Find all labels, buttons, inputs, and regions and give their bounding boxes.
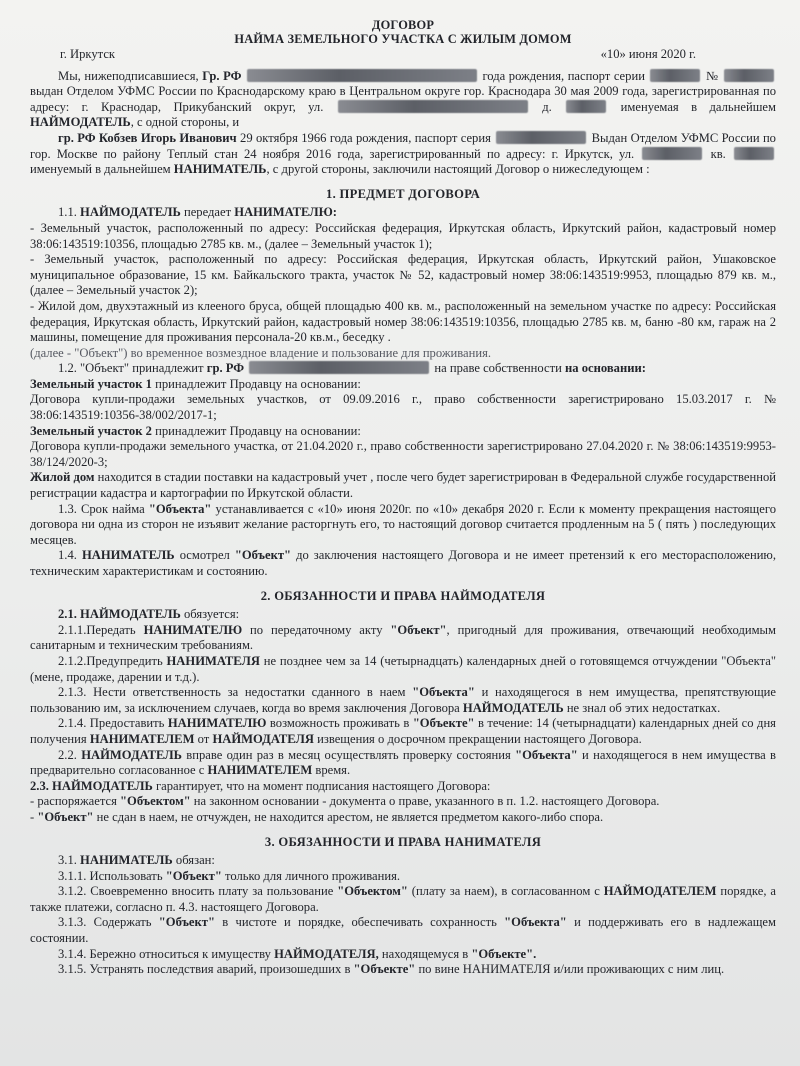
- clause-2-1-1: 2.1.1.Передать НАНИМАТЕЛЮ по передаточному акту "Объект", пригодный для проживания, отвечающий необходимым санитарным и техническим требованиям.: [30, 622, 776, 653]
- preamble-landlord: Мы, нижеподписавшиеся, Гр. РФ года рождения, паспорт серии № выдан Отделом УФМС России по Краснодарскому краю в Центральном округе гор. Краснодара 30 мая 2009 года, зарегистрированная по адресу: г. Краснодар, Прикубанский округ, ул. д. именуемая в дальнейшем НАЙМОДАТЕЛЬ, с одной стороны, и: [30, 68, 776, 130]
- city: г. Иркутск: [60, 47, 116, 61]
- land-plot-1-basis: Земельный участок 1 принадлежит Продавцу на основании:: [30, 376, 361, 391]
- clause-3-1-5: 3.1.5. Устранять последствия аварий, произошедших в "Объекте" по вине НАНИМАТЕЛЯ и/или проживающих с ним лиц.: [58, 962, 725, 977]
- redacted-passport-series: [650, 69, 700, 82]
- clause-2-3-item-1: - распоряжается "Объектом" на законном основании - документа о праве, указанного в п. 1.2. настоящего Договора.: [30, 794, 660, 809]
- clause-2-3-item-2: - "Объект" не сдан в наем, не отчужден, не находится арестом, не является предметом какого-либо спора.: [30, 809, 604, 824]
- document-title: ДОГОВОР: [371, 18, 435, 32]
- redacted-owner-name: [249, 361, 429, 374]
- city-date-line: [30, 47, 776, 63]
- clause-1-1: 1.1. НАЙМОДАТЕЛЬ передает НАНИМАТЕЛЮ:: [58, 205, 337, 220]
- clause-1-1-object-def: (далее - "Объект") во временное возмездное владение и пользование для проживания.: [30, 345, 492, 360]
- clause-1-3: 1.3. Срок найма "Объекта" устанавливается с «10» июня 2020г. по «10» декабря 2020 г. Если к моменту прекращения настоящего договора ни одна из сторон не изъявит желание расторгнуть его, то настоящий договор считается продленным на 5 ( пять ) последующих месяцев.: [30, 501, 776, 547]
- land-plot-2-contract: Договора купли-продажи земельного участка, от 21.04.2020 г., право собственности зарегистрировано 27.04.2020 г. № 38:06:143519:9953-38/124/2020-3;: [30, 439, 776, 469]
- clause-1-1-item-3: - Жилой дом, двухэтажный из клееного бруса, общей площадью 400 кв. м., расположенный на земельном участке по адресу: Российская федерация, Иркутская область, Иркутский район, кадастровый номер 38:06:143519:10356, площадью 2785 кв. м, баню -80 км, гараж на 2 машины, помещение для проживания персонала-20 кв.м., беседку .: [30, 298, 776, 345]
- redacted-address: [338, 100, 528, 113]
- clause-3-1-1: 3.1.1. Использовать "Объект" только для личного проживания.: [58, 868, 401, 883]
- clause-1-1-item-1: - Земельный участок, расположенный по адресу: Российская федерация, Иркутская область, Иркутский район, кадастровый номер 38:06:143519:10356, площадью 2785 кв. м., (далее – Земельный участок 1);: [30, 220, 776, 251]
- redacted-tenant-passport: [496, 131, 586, 144]
- clause-2-1-4: 2.1.4. Предоставить НАНИМАТЕЛЮ возможность проживать в "Объекте" в течение: 14 (четырнадцати) календарных дней со дня получения НАНИМАТЕЛЕМ от НАЙМОДАТЕЛЯ извещения о досрочном прекращении настоящего Договора.: [30, 716, 776, 746]
- clause-1-4: 1.4. НАНИМАТЕЛЬ осмотрел "Объект" до заключения настоящего Договора и не имеет претензий к его месторасположению, техническим характеристикам и состоянию.: [30, 548, 776, 578]
- clause-2-1: 2.1. НАЙМОДАТЕЛЬ обязуется:: [58, 607, 240, 622]
- section-2-title: 2. ОБЯЗАННОСТИ И ПРАВА НАЙМОДАТЕЛЯ: [260, 588, 546, 603]
- clause-1-1-item-2: - Земельный участок, расположенный по адресу: Российская федерация, Иркутская область, Иркутский район, Ушаковское муниципальное образование, 15 км. Байкальского тракта, участок № 52, кадастровый номер 38:06:143519:9953, площадью 879 кв. м., (далее – Земельный участок 2);: [30, 252, 776, 298]
- clause-3-1: 3.1. НАНИМАТЕЛЬ обязан:: [58, 853, 215, 868]
- section-3-title: 3. ОБЯЗАННОСТИ И ПРАВА НАНИМАТЕЛЯ: [264, 834, 542, 849]
- section-1-title: 1. ПРЕДМЕТ ДОГОВОРА: [325, 186, 480, 201]
- redacted-tenant-street: [642, 147, 702, 160]
- clause-3-1-2: 3.1.2. Своевременно вносить плату за пользование "Объектом" (плату за наем), в согласованном с НАЙМОДАТЕЛЕМ порядке, а также платежи, согласно п. 4.3. настоящего Договора.: [30, 884, 776, 914]
- clause-2-1-2: 2.1.2.Предупредить НАНИМАТЕЛЯ не позднее чем за 14 (четырнадцать) календарных дней о готовящемся отчуждении "Объекта"(мене, продаже, дарении и т.д.).: [30, 653, 776, 684]
- preamble-tenant: гр. РФ Кобзев Игорь Иванович 29 октября 1966 года рождения, паспорт серия Выдан Отделом УФМС России по гор. Москве по району Теплый стан 24 ноября 2016 года, зарегистрированный по адресу: г. Иркутск, ул. кв. именуемый в дальнейшем НАНИМАТЕЛЬ, с другой стороны, заключили настоящий Договор о нижеследующем :: [30, 130, 776, 177]
- clause-3-1-4: 3.1.4. Бережно относиться к имуществу НАЙМОДАТЕЛЯ, находящемуся в "Объекте".: [58, 946, 537, 961]
- redacted-passport-number: [724, 69, 774, 82]
- contract-date: «10» июня 2020 г.: [600, 47, 696, 61]
- clause-2-2: 2.2. НАЙМОДАТЕЛЬ вправе один раз в месяц осуществлять проверку состояния "Объекта" и находящегося в нем имущества в предварительно согласованное с НАНИМАТЕЛЕМ время.: [30, 747, 776, 778]
- redacted-tenant-flat: [734, 147, 774, 160]
- house-status: Жилой дом находится в стадии поставки на кадастровый учет , после чего будет зарегистрирован в Федеральной службе государственной регистрации кадастра и картографии по Иркутской области.: [30, 470, 777, 501]
- clause-1-2: 1.2. "Объект" принадлежит гр. РФ на праве собственности на основании:: [58, 361, 646, 376]
- redacted-name: [247, 69, 477, 82]
- clause-2-3: 2.3. НАЙМОДАТЕЛЬ гарантирует, что на момент подписания настоящего Договора:: [30, 778, 491, 793]
- clause-2-1-3: 2.1.3. Нести ответственность за недостатки сданного в наем "Объекта" и находящегося в нем имущества, препятствующие пользованию им, за исключением случаев, когда во время заключения Договора НАЙМОДАТЕЛЬ не знал об этих недостатках.: [30, 685, 776, 715]
- land-plot-1-contract: Договора купли-продажи земельных участков, от 09.09.2016 г., право собственности зарегистрировано 15.03.2017 г. № 38:06:143519:10356-38/002/2017-1;: [30, 392, 776, 423]
- clause-3-1-3: 3.1.3. Содержать "Объект" в чистоте и порядке, обеспечивать сохранность "Объекта" и поддерживать его в надлежащем состоянии.: [30, 915, 776, 946]
- redacted-house: [566, 100, 606, 113]
- land-plot-2-basis: Земельный участок 2 принадлежит Продавцу на основании:: [30, 423, 361, 438]
- document-subtitle: НАЙМА ЗЕМЕЛЬНОГО УЧАСТКА С ЖИЛЫМ ДОМОМ: [234, 32, 572, 46]
